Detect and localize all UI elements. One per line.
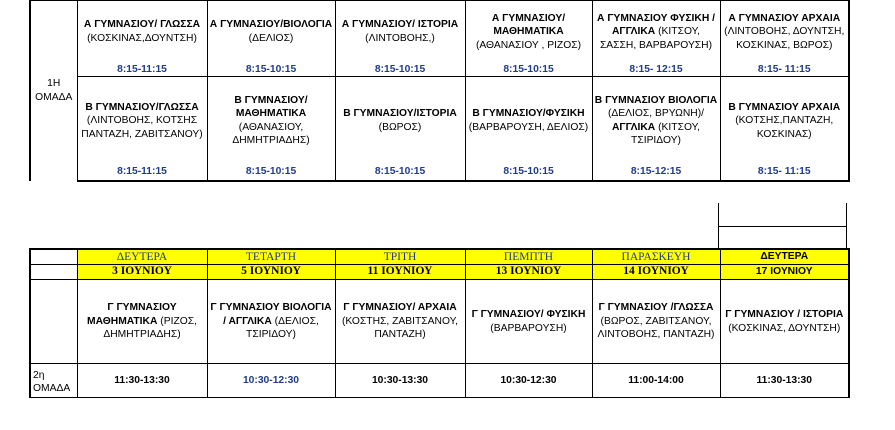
exam-cell: [77, 77, 207, 165]
exam-time: 11:00-14:00: [592, 364, 720, 398]
exam-subject-2: ΑΓΓΛΙΚΑ: [611, 121, 656, 133]
exam-time: 8:15-10:15: [335, 165, 465, 181]
corner-cell: [30, 249, 77, 265]
day-header: ΔΕΥΤΕΡΑ: [77, 249, 207, 265]
exam-cell: [720, 77, 849, 165]
exam-subject: Α ΓΥΜΝΑΣΙΟΥ/ΒΙΟΛΟΓΙΑ: [209, 19, 333, 31]
exam-teachers: (ΚΟΣΚΙΝΑΣ, ΔΟΥΝΤΣΗ): [728, 322, 841, 334]
exam-time: 8:15-10:15: [335, 63, 465, 77]
exam-cell: [77, 1, 207, 63]
day-header: ΤΕΤΑΡΤΗ: [207, 249, 335, 265]
exam-teachers: (ΒΩΡΟΣ): [378, 121, 422, 133]
exam-subject: Γ ΓΥΜΝΑΣΙΟΥ / ΙΣΤΟΡΙΑ: [725, 309, 844, 320]
exam-cell: [207, 1, 335, 63]
exam-subject: Α ΓΥΜΝΑΣΙΟΥ/ΜΑΘΗΜΑΤΙΚΑ: [491, 12, 566, 37]
exam-teachers: (ΒΑΡΒΑΡΟΥΣΗ, ΔΕΛΙΟΣ): [468, 121, 589, 133]
exam-subject: Β ΓΥΜΝΑΣΙΟΥ/ΜΑΘΗΜΑΤΙΚΑ: [234, 94, 308, 120]
exam-cell: [592, 280, 720, 364]
exam-time: 8:15-10:15: [465, 63, 592, 77]
day-header: ΤΡΙΤΗ: [335, 249, 465, 265]
exam-cell: [335, 280, 465, 364]
date-header: 17 ΙΟΥΝΙΟΥ: [720, 265, 849, 280]
exam-subject: Β ΓΥΜΝΑΣΙΟΥ ΒΙΟΛΟΓΙΑ: [594, 94, 718, 106]
exam-teachers: (ΛΙΝΤΟΒΟΗΣ, ΚΟΤΣΗΣ ΠΑΝΤΑΖΗ, ΖΑΒΙΤΣΑΝΟΥ): [81, 115, 203, 140]
exam-cell: [720, 280, 849, 364]
group2-schedule-table: [29, 248, 850, 398]
date-header: 3 ΙΟΥΝΙΟΥ: [77, 265, 207, 280]
exam-time: 8:15-10:15: [465, 165, 592, 181]
group2-label-word: ΟΜΑΔΑ: [33, 383, 71, 394]
separator-line: [718, 226, 847, 227]
exam-time: 8:15- 11:15: [720, 63, 849, 77]
day-header: ΠΕΜΠΤΗ: [465, 249, 592, 265]
exam-teachers: (ΑΘΑΝΑΣΙΟΥ, ΔΗΜΗΤΡΙΑΔΗΣ): [232, 121, 310, 147]
exam-teachers: (ΡΙΖΟΣ, ΔΗΜΗΤΡΙΑΔΗΣ): [103, 315, 197, 341]
exam-cell: [335, 1, 465, 63]
exam-subject: Α ΓΥΜΝΑΣΙΟΥ ΑΡΧΑΙΑ: [728, 12, 841, 24]
exam-teachers: (ΔΕΛΙΟΣ, ΒΡΥΩΝΗ)/: [608, 108, 704, 120]
group1-label-cell: [30, 1, 77, 181]
exam-cell: [207, 280, 335, 364]
exam-cell: [465, 280, 592, 364]
exam-teachers: (ΚΟΣΤΗΣ, ΖΑΒΙΤΣΑΝΟΥ, ΠΑΝΤΑΖΗ): [341, 315, 459, 341]
exam-cell: [207, 77, 335, 165]
exam-subject: Γ ΓΥΜΝΑΣΙΟΥ/ ΦΥΣΙΚΗ: [471, 309, 586, 320]
exam-teachers: (ΔΕΛΙΟΣ): [248, 32, 294, 44]
exam-teachers: (ΑΘΑΝΑΣΙΟΥ , ΡΙΖΟΣ): [475, 39, 582, 51]
exam-subject: Γ ΓΥΜΝΑΣΙΟΥ ΜΑΘΗΜΑΤΙΚΑ: [87, 302, 177, 327]
corner-cell: [30, 265, 77, 280]
exam-teachers-2: (ΚΙΤΣΟΥ, ΤΣΙΡΙΔΟΥ): [631, 121, 701, 147]
exam-cell: [592, 1, 720, 63]
exam-time: 10:30-12:30: [207, 364, 335, 398]
exam-subject: Γ ΓΥΜΝΑΣΙΟΥ ΒΙΟΛΟΓΙΑ / ΑΓΓΛΙΚΑ: [210, 302, 332, 327]
exam-cell: [465, 77, 592, 165]
exam-time: 8:15-12:15: [592, 165, 720, 181]
exam-subject: Β ΓΥΜΝΑΣΙΟΥ/ΓΛΩΣΣΑ: [85, 101, 199, 113]
exam-cell: [77, 280, 207, 364]
date-header: 14 ΙΟΥΝΙΟΥ: [592, 265, 720, 280]
exam-cell: [335, 77, 465, 165]
exam-teachers: (ΒΑΡΒΑΡΟΥΣΗ): [490, 322, 567, 334]
exam-subject: Β ΓΥΜΝΑΣΙΟΥ/ΙΣΤΟΡΙΑ: [343, 108, 457, 120]
group2-label-number: 2η: [33, 370, 45, 381]
exam-cell: [720, 1, 849, 63]
exam-cell: [465, 1, 592, 63]
date-header: 5 ΙΟΥΝΙΟΥ: [207, 265, 335, 280]
exam-time: 8:15- 11:15: [720, 165, 849, 181]
exam-time: 8:15-11:15: [77, 63, 207, 77]
date-header: 11 ΙΟΥΝΙΟΥ: [335, 265, 465, 280]
exam-teachers: (ΛΙΝΤΟΒΟΗΣ,): [365, 32, 435, 44]
exam-subject: Α ΓΥΜΝΑΣΙΟΥ/ ΓΛΩΣΣΑ: [83, 19, 201, 31]
exam-time: 11:30-13:30: [77, 364, 207, 398]
day-header: ΔΕΥΤΕΡΑ: [720, 249, 849, 265]
exam-time: 8:15-11:15: [77, 165, 207, 181]
exam-subject: Α ΓΥΜΝΑΣΙΟΥ/ ΙΣΤΟΡΙΑ: [341, 19, 459, 31]
exam-time: 8:15-10:15: [207, 165, 335, 181]
exam-subject: Γ ΓΥΜΝΑΣΙΟΥ /ΓΛΩΣΣΑ: [598, 302, 714, 314]
exam-teachers: (ΒΩΡΟΣ, ΖΑΒΙΤΣΑΝΟΥ, ΛΙΝΤΟΒΟΗΣ, ΠΑΝΤΑΖΗ): [597, 315, 715, 341]
exam-subject: Α ΓΥΜΝΑΣΙΟΥ ΦΥΣΙΚΗ /ΑΓΓΛΙΚΑ: [597, 12, 715, 37]
exam-time: 8:15-10:15: [207, 63, 335, 77]
exam-teachers: (ΚΟΣΚΙΝΑΣ,ΔΟΥΝΤΣΗ): [87, 32, 197, 44]
exam-time: 8:15- 12:15: [592, 63, 720, 77]
group2-label-cell: [30, 364, 77, 398]
exam-time: 10:30-13:30: [335, 364, 465, 398]
exam-cell: [592, 77, 720, 165]
date-header: 13 ΙΟΥΝΙΟΥ: [465, 265, 592, 280]
exam-teachers: (ΛΙΝΤΟΒΟΗΣ, ΔΟΥΝΤΣΗ, ΚΟΣΚΙΝΑΣ, ΒΩΡΟΣ): [724, 26, 845, 51]
exam-teachers: (ΚΙΤΣΟΥ, ΣΑΣΣΗ, ΒΑΡΒΑΡΟΥΣΗ): [599, 26, 713, 51]
group1-schedule-table: [29, 0, 850, 182]
exam-subject: Β ΓΥΜΝΑΣΙΟΥ ΑΡΧΑΙΑ: [728, 101, 841, 113]
group1-label-word: ΟΜΑΔΑ: [35, 91, 73, 103]
exam-time: 11:30-13:30: [720, 364, 849, 398]
exam-subject: Β ΓΥΜΝΑΣΙΟΥ/ΦΥΣΙΚΗ: [472, 108, 585, 120]
exam-teachers: (ΔΕΛΙΟΣ, ΤΣΙΡΙΔΟΥ): [246, 315, 319, 341]
group1-label-number: 1Η: [47, 77, 61, 89]
exam-time: 10:30-12:30: [465, 364, 592, 398]
exam-teachers: (ΚΟΤΣΗΣ,ΠΑΝΤΑΖΗ, ΚΟΣΚΙΝΑΣ): [735, 115, 834, 140]
day-header: ΠΑΡΑΣΚΕΥΗ: [592, 249, 720, 265]
exam-subject: Γ ΓΥΜΝΑΣΙΟΥ/ ΑΡΧΑΙΑ: [343, 302, 457, 314]
group2-spacer-cell: [30, 280, 77, 364]
